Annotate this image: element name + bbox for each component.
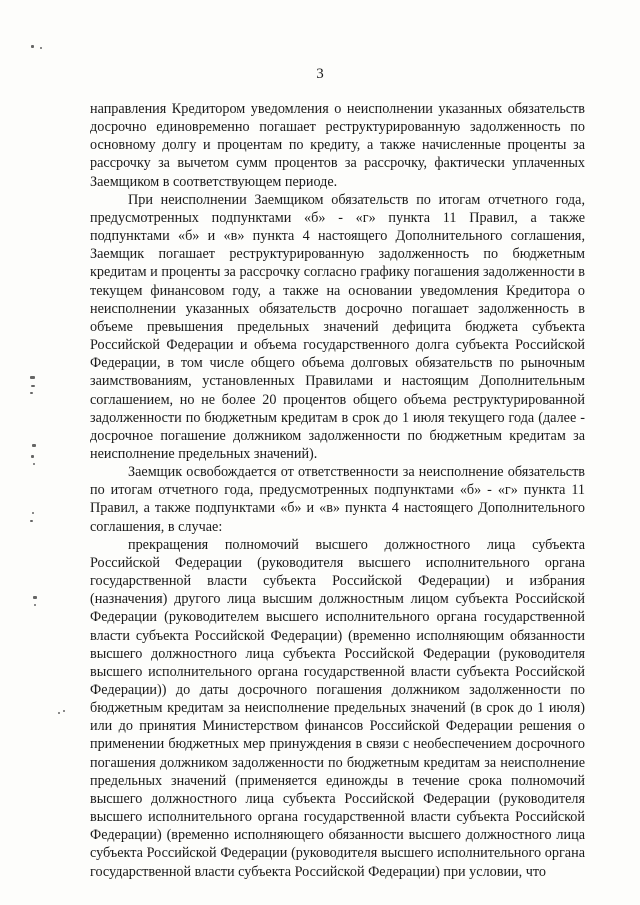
paragraph-nonfulfillment: При неисполнении Заемщиком обязательств по итогам отчетного года, предусмотренных подпунктами «б» - «г» пункта 11 Правил, а также подпунктами «б» и «в» пункта 4 настоящего Дополнительного соглашения, Заемщик погашает реструктурированную задолженность по бюджетным кредитам и проценты за рассрочку согласно графику погашения задолженности в текущем финансовом году, а также на основании уведомления Кредитора о неисполнении указанных обязательств досрочно погашает задолженность в объеме превышения предельных значений дефицита бюджета субъекта Российской Федерации и объема государственного долга субъекта Российской Федерации, в том числе общего объема долговых обязательств по рыночным заимствованиям, установленных Правилами и настоящим Дополнительным соглашением, но не более 20 процентов общего объема реструктурированной задолженности по бюджетным кредитам в срок до 1 июля текущего года (далее - досрочное погашение должником задолженности по бюджетным кредитам за неисполнение предельных значений). xyxy=(90,191,585,462)
scan-mark xyxy=(32,512,34,514)
page-number: 3 xyxy=(316,66,324,82)
scan-mark xyxy=(31,455,34,458)
scan-mark xyxy=(34,604,36,606)
scan-mark xyxy=(58,712,60,714)
scan-mark xyxy=(30,376,35,379)
paragraph-release-from-liability: Заемщик освобождается от ответственности за неисполнение обязательств по итогам отчетного года, предусмотренных подпунктами «б» - «г» пункта 11 Правил, а также подпунктами «б» и «в» пункта 4 настоящего Дополнительного соглашения, в случае: xyxy=(90,464,585,535)
scan-mark xyxy=(31,45,34,48)
scan-mark xyxy=(33,463,35,465)
scan-mark xyxy=(32,444,36,447)
scan-mark xyxy=(40,47,42,49)
scan-mark xyxy=(30,520,33,522)
scan-mark xyxy=(30,392,33,394)
scan-mark xyxy=(63,710,65,712)
document-body xyxy=(90,100,585,881)
paragraph-termination-of-powers: прекращения полномочий высшего должностного лица субъекта Российской Федерации (руководителя высшего исполнительного органа государственной власти субъекта Российской Федерации) и избрания (назначения) другого лица высшим должностным лицом субъекта Российской Федерации (руководителем высшего исполнительного органа государственной власти субъекта Российской Федерации) (временно исполняющим обязанности высшего должностного лица субъекта Российской Федерации (руководителя высшего исполнительного органа государственной власти субъекта Российской Федерации)) до даты досрочного погашения должником задолженности по бюджетным кредитам за неисполнение предельных значений (в срок до 1 июля) или до принятия Министерством финансов Российской Федерации решения о применении бюджетных мер принуждения в связи с необеспечением досрочного погашения должником задолженности по бюджетным кредитам за неисполнение предельных значений (применяется единожды в течение срока полномочий высшего должностного лица субъекта Российской Федерации (руководителя высшего исполнительного органа государственной власти субъекта Российской Федерации) (временно исполняющего обязанности высшего должностного лица субъекта Российской Федерации (руководителя высшего исполнительного органа государственной власти субъекта Российской Федерации) при условии, что xyxy=(90,536,585,880)
paragraph-continuation: направления Кредитором уведомления о неисполнении указанных обязательств досрочно единовременно погашает реструктурированную задолженность по основному долгу и процентам по кредиту, а также начисленные проценты за рассрочку за вычетом сумм процентов за рассрочку, фактически уплаченных Заемщиком в соответствующем периоде. xyxy=(90,101,585,190)
scan-mark xyxy=(33,596,37,599)
scan-mark xyxy=(31,385,35,387)
